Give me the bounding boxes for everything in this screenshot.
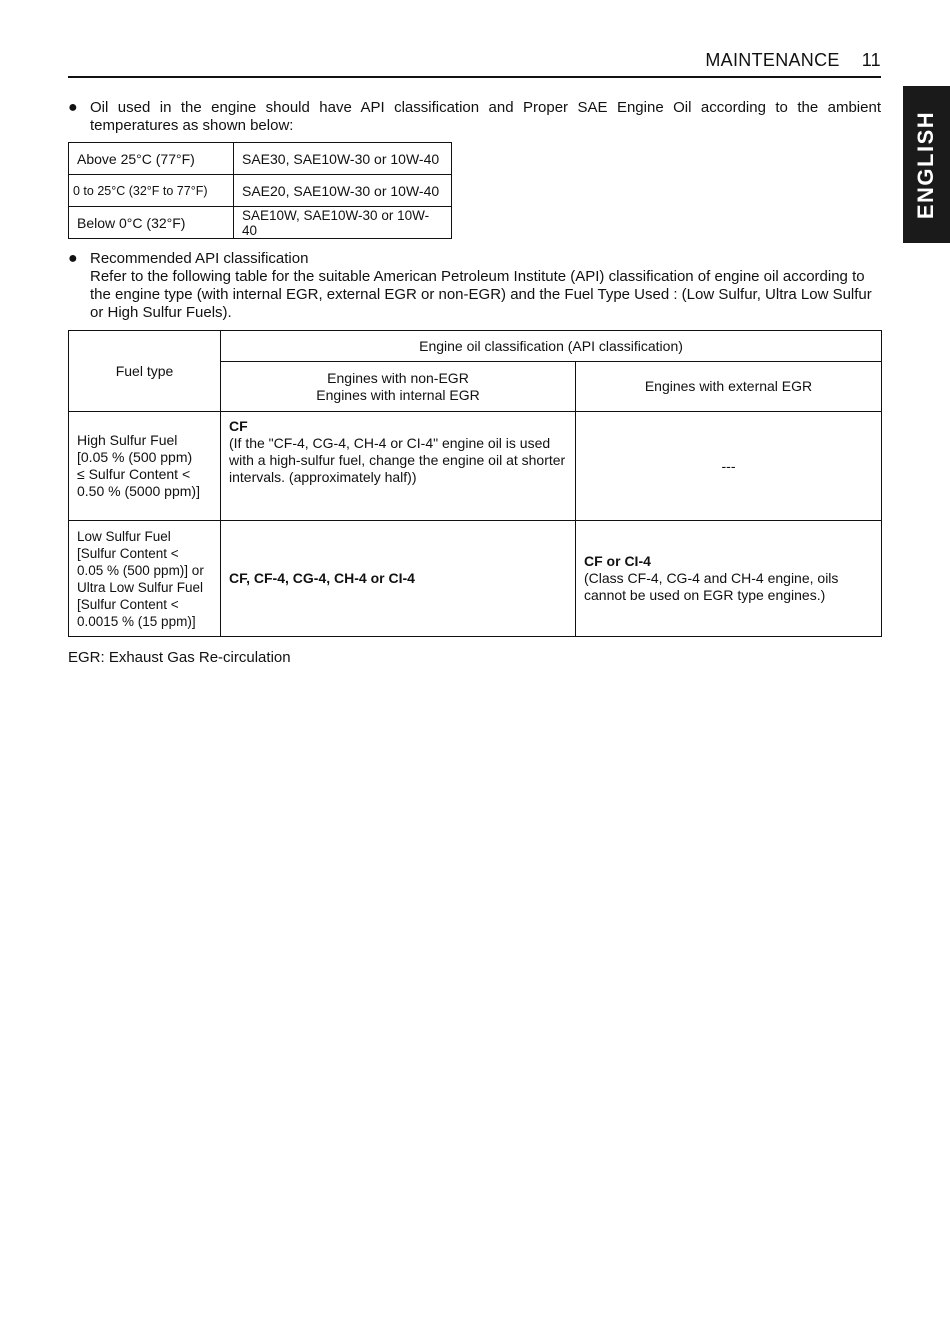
api-bullet bbox=[68, 250, 881, 322]
table-row bbox=[69, 412, 882, 521]
oil-cell: SAE30, SAE10W-30 or 10W-40 bbox=[234, 143, 452, 175]
fuel-low-sulfur: Low Sulfur Fuel [Sulfur Content < 0.05 % (500 ppm)] or Ultra Low Sulfur Fuel [Sulfur Content < 0.0015 % (15 ppm)] bbox=[69, 521, 221, 637]
api-classification-table bbox=[68, 330, 882, 637]
temp-cell: 0 to 25°C (32°F to 77°F) bbox=[69, 175, 234, 207]
language-tab-label: ENGLISH bbox=[913, 110, 939, 219]
temp-cell: Above 25°C (77°F) bbox=[69, 143, 234, 175]
page-number: 11 bbox=[861, 50, 881, 70]
table-row bbox=[69, 521, 882, 637]
oil-cell: SAE10W, SAE10W-30 or 10W-40 bbox=[234, 207, 452, 239]
bullet-icon: ● bbox=[68, 250, 78, 267]
header-fuel-type: Fuel type bbox=[69, 331, 221, 412]
table-row bbox=[69, 331, 882, 362]
egr-footnote: EGR: Exhaust Gas Re-circulation bbox=[68, 649, 291, 666]
temp-cell: Below 0°C (32°F) bbox=[69, 207, 234, 239]
language-tab bbox=[903, 86, 950, 243]
oil-bullet bbox=[68, 99, 881, 135]
header-oil-classification: Engine oil classification (API classification) bbox=[221, 331, 882, 362]
bullet-icon: ● bbox=[68, 99, 78, 116]
high-sulfur-external-egr: --- bbox=[576, 412, 882, 521]
high-sulfur-non-egr: CF (If the "CF-4, CG-4, CH-4 or CI-4" engine oil is used with a high-sulfur fuel, change the engine oil at shorter intervals. (approximately half)) bbox=[221, 412, 576, 521]
header-external-egr: Engines with external EGR bbox=[576, 362, 882, 412]
oil-cell: SAE20, SAE10W-30 or 10W-40 bbox=[234, 175, 452, 207]
page-header bbox=[68, 48, 881, 78]
fuel-high-sulfur: High Sulfur Fuel [0.05 % (500 ppm) ≤ Sulfur Content < 0.50 % (5000 ppm)] bbox=[69, 412, 221, 521]
api-bullet-title: Recommended API classification bbox=[90, 250, 309, 267]
table-row bbox=[69, 207, 452, 239]
table-row bbox=[69, 175, 452, 207]
low-sulfur-non-egr: CF, CF-4, CG-4, CH-4 or CI-4 bbox=[221, 521, 576, 637]
api-bullet-body: Refer to the following table for the suitable American Petroleum Institute (API) classification of engine oil according to the engine type (with internal EGR, external EGR or non-EGR) and the Fuel Type Used : (Low Sulfur, Ultra Low Sulfur or High Sulfur Fuels). bbox=[90, 268, 872, 321]
section-title: MAINTENANCE bbox=[705, 50, 840, 70]
table-row bbox=[69, 143, 452, 175]
low-sulfur-external-egr: CF or CI-4 (Class CF-4, CG-4 and CH-4 engine, oils cannot be used on EGR type engines.) bbox=[576, 521, 882, 637]
temperature-table bbox=[68, 142, 452, 239]
header-non-egr: Engines with non-EGR Engines with internal EGR bbox=[221, 362, 576, 412]
oil-bullet-text: Oil used in the engine should have API classification and Proper SAE Engine Oil according to the ambient temperatures as shown below: bbox=[90, 99, 881, 134]
